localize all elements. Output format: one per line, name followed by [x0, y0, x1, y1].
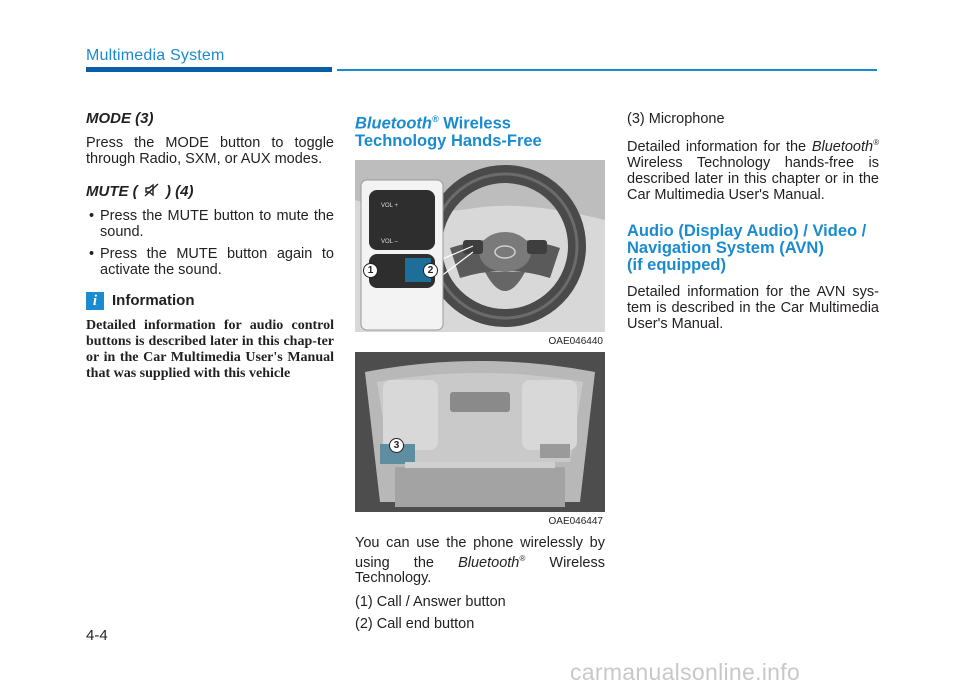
header-bar-light	[337, 69, 877, 71]
info-icon: i	[86, 292, 104, 310]
bt-desc-reg: ®	[519, 553, 526, 563]
vol-up-label: VOL +	[381, 202, 398, 209]
bt-desc-pre: You can use the phone wirelessly by using the	[355, 534, 605, 571]
bt-desc-brand: Bluetooth	[458, 554, 520, 571]
bluetooth-heading-rest2: Technology Hands-Free	[355, 131, 542, 150]
call-answer-item: (1) Call / Answer button	[355, 594, 506, 611]
microphone-item: (3) Microphone	[627, 111, 725, 127]
callout-3: 3	[389, 438, 404, 453]
avn-heading-line3: (if equipped)	[627, 255, 726, 274]
avn-heading	[627, 223, 879, 274]
overhead-console-photo	[355, 352, 605, 512]
vol-down-label: VOL –	[381, 238, 398, 245]
callout-2: 2	[423, 263, 438, 278]
avn-description: Detailed information for the AVN sys-tem is described in the Car Multimedia User's Manual.	[627, 283, 879, 332]
list-item: • Press the MUTE button to mute the sound.	[86, 208, 334, 240]
bt-info-brand: Bluetooth	[811, 138, 874, 155]
avn-heading-line2: Navigation System (AVN)	[627, 238, 824, 257]
column-right	[627, 111, 879, 338]
callout-1: 1	[363, 263, 378, 278]
information-text: Detailed information for audio control buttons is described later in this chap-ter or in the Car Multimedia User's Manual that was supplied with this vehicle	[86, 318, 334, 381]
bluetooth-heading-rest1: Wireless	[438, 114, 511, 133]
bluetooth-description	[355, 535, 605, 587]
information-title: Information	[112, 292, 195, 309]
bt-info-post: Wireless Technology hands-free is described later in this chapter or in the Car Multimedia User's Manual.	[627, 154, 879, 203]
mode-description: Press the MODE button to toggle through Radio, SXM, or AUX modes.	[86, 135, 334, 167]
steering-wheel-photo	[355, 160, 605, 332]
call-end-item: (2) Call end button	[355, 616, 475, 633]
section-title: Multimedia System	[86, 47, 225, 64]
bt-desc-post: Wireless Technology.	[355, 554, 605, 587]
photo2-code: OAE046447	[548, 515, 603, 527]
mode-heading: MODE (3)	[86, 110, 154, 127]
bt-info-pre: Detailed information for the	[627, 138, 812, 155]
column-left	[86, 111, 334, 382]
bluetooth-heading-brand: Bluetooth	[355, 114, 432, 133]
avn-heading-line1: Audio (Display Audio) / Video /	[627, 221, 867, 240]
header-bar-dark	[86, 67, 332, 72]
watermark: carmanualsonline.info	[570, 659, 801, 685]
photo1-code: OAE046440	[548, 335, 603, 347]
registered-mark: ®	[431, 114, 439, 124]
mute-heading-prefix: MUTE (	[86, 183, 138, 200]
column-middle	[355, 111, 605, 638]
bt-info-reg: ®	[873, 138, 879, 147]
mute-bullets	[86, 208, 334, 278]
mute-heading	[86, 183, 334, 200]
mute-speaker-icon	[144, 183, 160, 197]
list-item: • Press the MUTE button again to activate the sound.	[86, 246, 334, 278]
bluetooth-info-paragraph	[627, 135, 879, 203]
information-header	[86, 292, 334, 310]
mute-heading-suffix: ) (4)	[166, 183, 194, 200]
overhead-console-illustration	[355, 352, 605, 512]
page-number: 4-4	[86, 627, 108, 644]
bluetooth-heading	[355, 111, 605, 150]
